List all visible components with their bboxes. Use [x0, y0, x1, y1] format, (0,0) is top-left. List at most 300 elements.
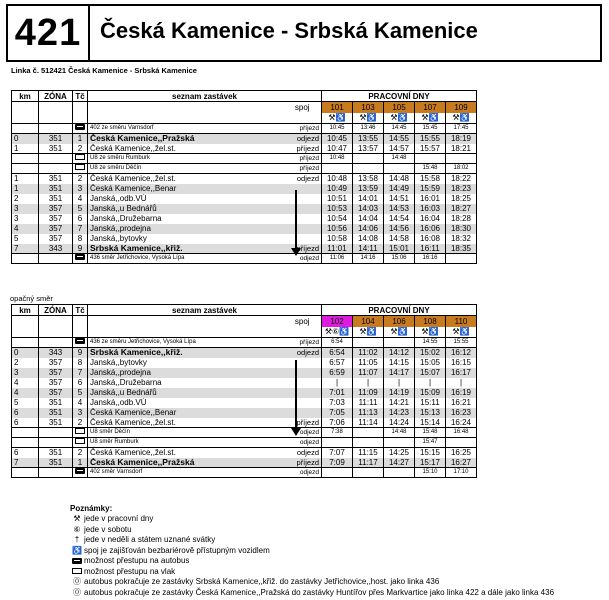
cell-tc — [73, 458, 88, 468]
cell-arr-dep — [284, 368, 322, 378]
cell-tc — [73, 224, 88, 234]
note-icon: ⓪ — [73, 577, 81, 586]
trip-number: 105 — [384, 102, 415, 113]
cell-stop-name: U8 ze směru Rumburk — [88, 154, 284, 164]
header-blank — [73, 102, 88, 113]
header-km: km — [12, 91, 39, 102]
cell-time: 7:06 — [322, 418, 353, 428]
cell-km — [12, 164, 39, 174]
cell-time — [353, 338, 384, 348]
cell-stop-name: Janská,,u Bednářů — [88, 388, 284, 398]
bus-icon — [72, 558, 82, 564]
cell-tc — [73, 124, 88, 134]
tc-number: 2 — [77, 448, 83, 458]
cell-time: 6:54 — [322, 348, 353, 358]
cell-time — [353, 468, 384, 478]
cell-time — [353, 164, 384, 174]
cell-stop-name: Janská,,odb.VÚ — [88, 398, 284, 408]
cell-time: 15:45 — [415, 124, 446, 134]
cell-time: 16:48 — [446, 428, 477, 438]
cell-time: 10:45 — [322, 134, 353, 144]
cell-tc — [73, 234, 88, 244]
tc-number: 2 — [77, 174, 83, 184]
trip-number: 103 — [353, 102, 384, 113]
cell-zone: 357 — [39, 204, 73, 214]
cell-time: 15:55 — [446, 338, 477, 348]
trip-marks: ⚒♿ — [415, 327, 446, 338]
cell-arr-dep — [284, 408, 322, 418]
table-row — [12, 254, 477, 264]
cell-stop-name: Janská,,odb.VÚ — [88, 194, 284, 204]
cell-time: 14:25 — [384, 448, 415, 458]
cell-time: 14:55 — [415, 338, 446, 348]
cell-time: 14:45 — [384, 124, 415, 134]
header-blank — [88, 327, 284, 338]
trip-number: 106 — [384, 316, 415, 327]
cell-time: 15:48 — [415, 428, 446, 438]
note-text: autobus pokračuje ze zastávky Srbská Kamenice,,křiž. do zastávky Jetřichovice,,host. jako linka 436 — [84, 577, 440, 586]
cell-km: 0 — [12, 348, 39, 358]
cell-time — [446, 438, 477, 448]
cell-time: 15:10 — [415, 468, 446, 478]
cell-tc — [73, 418, 88, 428]
cell-tc — [73, 398, 88, 408]
cell-time — [446, 154, 477, 164]
cell-time: 14:56 — [384, 224, 415, 234]
cell-km: 4 — [12, 224, 39, 234]
cell-stop-name: Janská,,prodejna — [88, 224, 284, 234]
cell-time — [415, 154, 446, 164]
cell-zone — [39, 154, 73, 164]
cell-time: 16:25 — [446, 448, 477, 458]
table-row — [12, 144, 477, 154]
table-row — [12, 194, 477, 204]
cell-time: 16:21 — [446, 398, 477, 408]
cell-km: 3 — [12, 214, 39, 224]
cell-time: 18:32 — [446, 234, 477, 244]
cell-time: 11:17 — [353, 458, 384, 468]
cell-time: 14:17 — [384, 368, 415, 378]
cell-time: 11:09 — [353, 388, 384, 398]
cell-time: 15:02 — [415, 348, 446, 358]
note-text: možnost přestupu na autobus — [84, 556, 190, 565]
header-blank — [73, 316, 88, 327]
table-row — [12, 124, 477, 134]
cell-stop-name: U8 ze směru Děčín — [88, 164, 284, 174]
cell-time: 11:06 — [322, 254, 353, 264]
cell-km: 5 — [12, 234, 39, 244]
cell-km — [12, 428, 39, 438]
note-icon: ♿ — [72, 545, 82, 555]
cell-tc — [73, 338, 88, 348]
cell-time: 16:06 — [415, 224, 446, 234]
cell-zone: 357 — [39, 378, 73, 388]
note-text: autobus pokračuje ze zastávky Česká Kamenice,,Pražská do zastávky Huntířov přes Markvartice jako linka 422 a dále jako linka 436 — [84, 587, 555, 597]
header-km: km — [12, 305, 39, 316]
header-stops: seznam zastávek — [88, 305, 322, 316]
cell-zone — [39, 124, 73, 134]
cell-time: 13:55 — [353, 134, 384, 144]
cell-zone: 351 — [39, 134, 73, 144]
cell-time: 14:48 — [384, 174, 415, 184]
cell-time: 6:57 — [322, 358, 353, 368]
cell-time: 10:54 — [322, 214, 353, 224]
cell-time: 14:15 — [384, 358, 415, 368]
bus-icon — [75, 338, 85, 344]
table-row — [12, 468, 477, 478]
cell-tc — [73, 184, 88, 194]
timetable-direction-2 — [11, 304, 477, 478]
cell-time: 11:01 — [322, 244, 353, 254]
cell-stop-name: 436 ze směru Jetřichovice, Vysoká Lípa — [88, 338, 284, 348]
tc-number: 2 — [77, 143, 83, 153]
note-text: jede v sobotu — [84, 524, 132, 534]
cell-stop-name: U8 směr Děčín — [88, 428, 284, 438]
cell-time: 15:55 — [415, 134, 446, 144]
cell-arr-dep: odjezd — [284, 438, 322, 448]
cell-time: 11:07 — [353, 368, 384, 378]
tc-number: 5 — [77, 204, 83, 213]
cell-arr-dep: příjezd — [284, 124, 322, 134]
cell-stop-name: Srbská Kamenice,,křiž. — [88, 244, 284, 254]
header-blank — [39, 327, 73, 338]
note-item — [70, 577, 554, 588]
cell-tc — [73, 388, 88, 398]
tc-number: 2 — [77, 417, 83, 427]
table-row — [12, 418, 477, 428]
cell-tc — [73, 254, 88, 264]
cell-time: 18:28 — [446, 214, 477, 224]
cell-time: 14:04 — [353, 214, 384, 224]
cell-time: 16:17 — [446, 368, 477, 378]
cell-time: 6:59 — [322, 368, 353, 378]
cell-time: 15:09 — [415, 388, 446, 398]
cell-stop-name: U8 směr Rumburk — [88, 438, 284, 448]
table-row — [12, 408, 477, 418]
train-icon — [75, 164, 85, 170]
header-spoj: spoj — [294, 316, 310, 326]
tc-number: 3 — [77, 184, 83, 193]
cell-stop-name: Česká Kamenice,,Benar — [88, 408, 284, 418]
cell-time: 10:47 — [322, 144, 353, 154]
cell-km: 3 — [12, 204, 39, 214]
cell-zone: 351 — [39, 398, 73, 408]
cell-time: 14:24 — [384, 418, 415, 428]
cell-time: 16:08 — [415, 234, 446, 244]
cell-time: 15:01 — [384, 244, 415, 254]
cell-time: 14:48 — [384, 154, 415, 164]
header-days: PRACOVNÍ DNY — [322, 91, 477, 102]
trip-number: 104 — [353, 316, 384, 327]
cell-zone: 357 — [39, 234, 73, 244]
trip-number: 108 — [415, 316, 446, 327]
cell-time: 14:01 — [353, 194, 384, 204]
header-blank — [88, 113, 284, 124]
trip-marks: ⚒♿ — [353, 113, 384, 124]
cell-time: 16:01 — [415, 194, 446, 204]
table-row — [12, 174, 477, 184]
trip-number: 101 — [322, 102, 353, 113]
table-row — [12, 398, 477, 408]
cell-arr-dep — [284, 224, 322, 234]
cell-time — [322, 468, 353, 478]
line-subtitle: Linka č. 512421 Česká Kamenice - Srbská Kamenice — [11, 66, 197, 75]
cell-km: 3 — [12, 368, 39, 378]
cell-arr-dep — [284, 234, 322, 244]
cell-time: 15:59 — [415, 184, 446, 194]
cell-zone: 357 — [39, 358, 73, 368]
cell-time: | — [415, 378, 446, 388]
header-blank — [88, 316, 284, 327]
note-item — [70, 514, 554, 525]
cell-time: 11:15 — [353, 448, 384, 458]
table-row — [12, 184, 477, 194]
cell-tc — [73, 164, 88, 174]
cell-time: 16:11 — [415, 244, 446, 254]
cell-arr-dep: příjezd — [284, 164, 322, 174]
train-icon — [75, 154, 85, 160]
cell-time: 18:23 — [446, 184, 477, 194]
trip-marks: ⚒♿ — [384, 113, 415, 124]
cell-time: 10:48 — [322, 154, 353, 164]
cell-zone: 357 — [39, 224, 73, 234]
cell-time: 11:14 — [353, 418, 384, 428]
cell-time: 7:05 — [322, 408, 353, 418]
cell-arr-dep: příjezd — [284, 338, 322, 348]
cell-km: 6 — [12, 408, 39, 418]
cell-time: 10:58 — [322, 234, 353, 244]
cell-time: 18:30 — [446, 224, 477, 234]
header-spoj: spoj — [294, 102, 310, 112]
cell-tc — [73, 368, 88, 378]
cell-time: 14:57 — [384, 144, 415, 154]
cell-tc — [73, 244, 88, 254]
note-item — [70, 567, 554, 578]
trip-marks: ⚒⑥♿ — [322, 327, 353, 338]
cell-tc — [73, 174, 88, 184]
header-tc: Tč — [73, 305, 88, 316]
cell-time: | — [353, 378, 384, 388]
tc-number: 4 — [77, 194, 83, 203]
table-row — [12, 388, 477, 398]
cell-time: 11:02 — [353, 348, 384, 358]
cell-arr-dep — [284, 398, 322, 408]
cell-time — [322, 164, 353, 174]
cell-time: 14:58 — [384, 234, 415, 244]
header-blank — [73, 113, 88, 124]
tc-number: 7 — [77, 368, 83, 377]
cell-km: 4 — [12, 388, 39, 398]
cell-time: | — [384, 378, 415, 388]
cell-time: 14:06 — [353, 224, 384, 234]
line-header — [6, 4, 602, 62]
table-row — [12, 214, 477, 224]
table-row — [12, 368, 477, 378]
cell-tc — [73, 378, 88, 388]
note-icon — [70, 567, 84, 577]
cell-time: 11:05 — [353, 358, 384, 368]
cell-arr-dep: příjezd — [284, 154, 322, 164]
note-text: spoj je zajišťován bezbariérově přístupným vozidlem — [84, 545, 270, 555]
trip-number: 110 — [446, 316, 477, 327]
cell-time: 15:48 — [415, 164, 446, 174]
cell-km: 6 — [12, 418, 39, 428]
line-title: Česká Kamenice - Srbská Kamenice — [100, 18, 478, 43]
cell-arr-dep: příjezd — [284, 244, 322, 254]
cell-time: 14:53 — [384, 204, 415, 214]
table-row — [12, 204, 477, 214]
cell-tc — [73, 428, 88, 438]
table-row — [12, 458, 477, 468]
cell-time: 14:27 — [384, 458, 415, 468]
cell-time — [446, 254, 477, 264]
note-item — [70, 546, 554, 557]
cell-arr-dep: odjezd — [296, 174, 319, 184]
cell-time: 16:23 — [446, 408, 477, 418]
cell-zone — [39, 428, 73, 438]
cell-time: 15:58 — [415, 174, 446, 184]
cell-arr-dep: odjezd — [284, 254, 322, 264]
cell-time: 13:58 — [353, 174, 384, 184]
cell-time: 16:27 — [446, 458, 477, 468]
cell-time — [353, 154, 384, 164]
cell-arr-dep — [284, 378, 322, 388]
table-row — [12, 154, 477, 164]
cell-tc — [73, 348, 88, 358]
header-zone: ZÓNA — [39, 305, 73, 316]
table-row — [12, 338, 477, 348]
cell-time: 18:27 — [446, 204, 477, 214]
header-blank — [73, 327, 88, 338]
cell-km: 0 — [12, 134, 39, 144]
cell-time: 14:16 — [353, 254, 384, 264]
header-stops: seznam zastávek — [88, 91, 322, 102]
note-item — [70, 535, 554, 546]
note-icon: ⚒ — [73, 514, 81, 523]
cell-stop-name: Česká Kamenice,,Benar — [88, 184, 284, 194]
timetable-direction-1 — [11, 90, 477, 264]
cell-arr-dep — [284, 358, 322, 368]
cell-time: | — [446, 378, 477, 388]
cell-arr-dep — [284, 194, 322, 204]
cell-arr-dep — [284, 184, 322, 194]
table-row — [12, 348, 477, 358]
trip-number: 109 — [446, 102, 477, 113]
cell-time: 14:21 — [384, 398, 415, 408]
note-text: jede v pracovní dny — [84, 514, 154, 523]
header-blank — [284, 327, 322, 338]
cell-time: 10:56 — [322, 224, 353, 234]
table-row — [12, 234, 477, 244]
header-tc: Tč — [73, 91, 88, 102]
notes-section — [70, 504, 554, 598]
cell-tc — [73, 144, 88, 154]
cell-time: 13:59 — [353, 184, 384, 194]
cell-stop-name: Janská,,Družebarna — [88, 378, 284, 388]
trip-marks: ⚒♿ — [322, 113, 353, 124]
cell-time: 14:19 — [384, 388, 415, 398]
trip-marks: ⚒♿ — [353, 327, 384, 338]
cell-time: 15:15 — [415, 448, 446, 458]
cell-time: 14:12 — [384, 348, 415, 358]
cell-time: 15:05 — [415, 358, 446, 368]
cell-tc — [73, 438, 88, 448]
cell-time: 18:19 — [446, 134, 477, 144]
cell-km: 7 — [12, 244, 39, 254]
note-icon: ⓪ — [73, 587, 81, 597]
cell-time: 14:11 — [353, 244, 384, 254]
cell-time: 14:49 — [384, 184, 415, 194]
header-blank — [12, 113, 39, 124]
tc-number: 6 — [77, 378, 83, 387]
cell-km: 2 — [12, 194, 39, 204]
cell-arr-dep: příjezd — [284, 144, 322, 154]
cell-time: 15:11 — [415, 398, 446, 408]
tc-number: 5 — [77, 388, 83, 397]
cell-stop-name: Janská,,bytovky — [88, 358, 284, 368]
cell-zone: 343 — [39, 244, 73, 254]
cell-time: 11:11 — [353, 398, 384, 408]
cell-zone — [39, 438, 73, 448]
cell-zone: 351 — [39, 408, 73, 418]
cell-time — [353, 438, 384, 448]
cell-km: 1 — [12, 174, 39, 184]
cell-km: 4 — [12, 378, 39, 388]
cell-time: 14:54 — [384, 214, 415, 224]
cell-time: 14:51 — [384, 194, 415, 204]
cell-zone: 351 — [39, 144, 73, 154]
cell-tc — [73, 358, 88, 368]
train-icon — [75, 438, 85, 444]
table-row — [12, 224, 477, 234]
header-blank — [12, 102, 39, 113]
cell-zone — [39, 468, 73, 478]
cell-km: 7 — [12, 458, 39, 468]
cell-time: 16:03 — [415, 204, 446, 214]
note-icon: ⑥ — [73, 524, 81, 534]
cell-time: 15:13 — [415, 408, 446, 418]
cell-stop-name: 436 směr Jetřichovice, Vysoká Lípa — [88, 254, 284, 264]
cell-time: 18:22 — [446, 174, 477, 184]
header-blank — [39, 316, 73, 327]
cell-stop-name: Česká Kamenice,,žel.st. — [88, 144, 284, 154]
cell-arr-dep: odjezd — [296, 134, 319, 144]
cell-time: 15:06 — [384, 254, 415, 264]
cell-zone — [39, 254, 73, 264]
cell-time: 6:54 — [322, 338, 353, 348]
cell-zone — [39, 338, 73, 348]
table-row — [12, 378, 477, 388]
cell-time — [322, 438, 353, 448]
header-zone: ZÓNA — [39, 91, 73, 102]
cell-tc — [73, 134, 88, 144]
cell-stop-name: Srbská Kamenice,,křiž. — [88, 348, 284, 358]
cell-time — [384, 468, 415, 478]
tc-number: 1 — [77, 457, 83, 467]
cell-stop-name: Janská,,prodejna — [88, 368, 284, 378]
cell-km — [12, 438, 39, 448]
cell-time: 10:51 — [322, 194, 353, 204]
cell-time: 7:09 — [322, 458, 353, 468]
cell-tc — [73, 194, 88, 204]
bus-icon — [75, 254, 85, 260]
cell-stop-name: Janská,,Družebarna — [88, 214, 284, 224]
cell-km: 5 — [12, 398, 39, 408]
cell-time: 7:07 — [322, 448, 353, 458]
cell-time: 18:25 — [446, 194, 477, 204]
cell-time: 15:07 — [415, 368, 446, 378]
table-row — [12, 438, 477, 448]
